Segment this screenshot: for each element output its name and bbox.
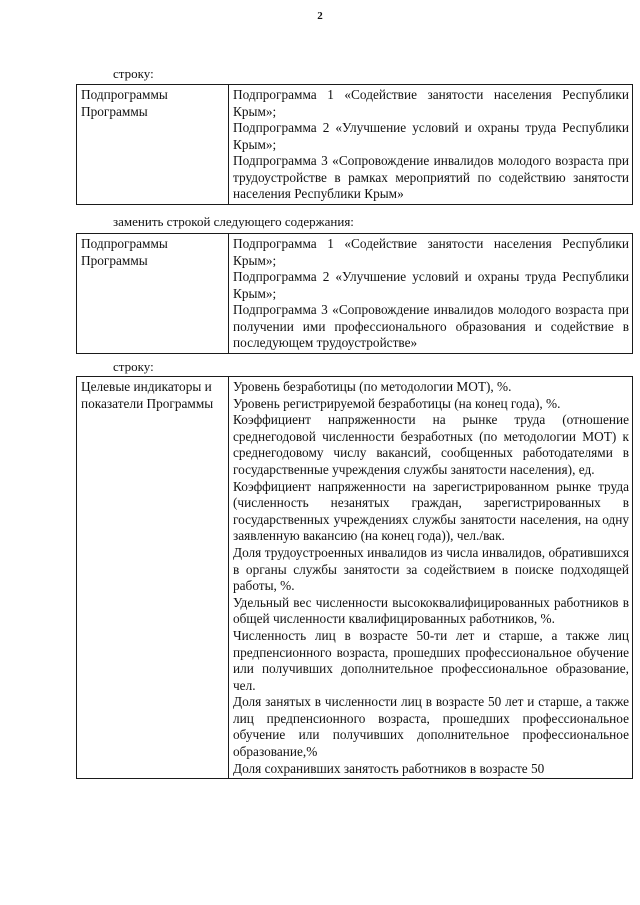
table-cell-label: Подпрограммы Программы bbox=[77, 234, 229, 354]
table-new-subprograms bbox=[76, 233, 633, 354]
indicator-text: Уровень безработицы (по методологии МОТ), %. bbox=[233, 379, 512, 394]
caption-first-row: строку: bbox=[113, 66, 154, 81]
caption-second-row: строку: bbox=[113, 359, 154, 374]
table-cell-content bbox=[229, 377, 633, 779]
indicator-text: Доля сохранивших занятость работников в возрасте 50 bbox=[233, 760, 545, 776]
subprogram-2-text: Подпрограмма 2 «Улучшение условий и охраны труда Республики Крым»; bbox=[233, 120, 629, 152]
subprogram-1-text: Подпрограмма 1 «Содействие занятости населения Республики Крым»; bbox=[233, 236, 629, 268]
indicator-text: Доля занятых в численности лиц в возрасте 50 лет и старше, а также лиц предпенсионного возраста, прошедших профессиональное обучение или получивших дополнительное профессиональное образование,% bbox=[233, 694, 629, 760]
table-cell-label: Целевые индикаторы и показатели Программы bbox=[77, 377, 229, 779]
indicator-text: Коэффициент напряженности на зарегистрированном рынке труда (численность незанятых граждан, зарегистрированных в государственных учреждениях службы занятости населения, на одну заявленную вакансию (на конец года)), чел./вак. bbox=[233, 478, 629, 544]
subprogram-2-text: Подпрограмма 2 «Улучшение условий и охраны труда Республики Крым»; bbox=[233, 269, 629, 301]
table-row bbox=[77, 85, 633, 205]
table-row bbox=[77, 234, 633, 354]
subprogram-3-text: Подпрограмма 3 «Сопровождение инвалидов молодого возраста при получении ими профессионального образования и содействие в последующем трудоустройстве» bbox=[233, 302, 629, 350]
caption-replace: заменить строкой следующего содержания: bbox=[113, 214, 354, 229]
page-number: 2 bbox=[317, 10, 323, 22]
table-cell-content bbox=[229, 85, 633, 205]
indicator-text: Удельный вес численности высококвалифицированных работников в общей численности квалифицированных работников, %. bbox=[233, 594, 629, 627]
indicator-text: Уровень регистрируемой безработицы (на конец года), %. bbox=[233, 395, 561, 411]
indicator-text: Коэффициент напряженности на рынке труда (отношение среднегодовой численности безработных (по методологии МОТ) к среднегодовому числу вакансий, сообщенных работодателями в государственные учреждения службы занятости населения), ед. bbox=[233, 412, 629, 477]
subprogram-3-text: Подпрограмма 3 «Сопровождение инвалидов молодого возраста при трудоустройстве в рамках мероприятий по содействию занятости населения Республики Крым» bbox=[233, 153, 629, 201]
table-old-subprograms bbox=[76, 84, 633, 205]
indicator-text: Доля трудоустроенных инвалидов из числа инвалидов, обратившихся в органы службы занятости за содействием в поиске подходящей работы, %. bbox=[233, 544, 629, 594]
indicator-text: Численность лиц в возрасте 50-ти лет и старше, а также лиц предпенсионного возраста, прошедших профессиональное обучение или получивших дополнительное профессиональное образование, чел. bbox=[233, 627, 629, 693]
table-cell-label: Подпрограммы Программы bbox=[77, 85, 229, 205]
subprogram-1-text: Подпрограмма 1 «Содействие занятости населения Республики Крым»; bbox=[233, 87, 629, 119]
table-cell-content bbox=[229, 234, 633, 354]
table-indicators bbox=[76, 376, 633, 779]
table-row bbox=[77, 377, 633, 779]
